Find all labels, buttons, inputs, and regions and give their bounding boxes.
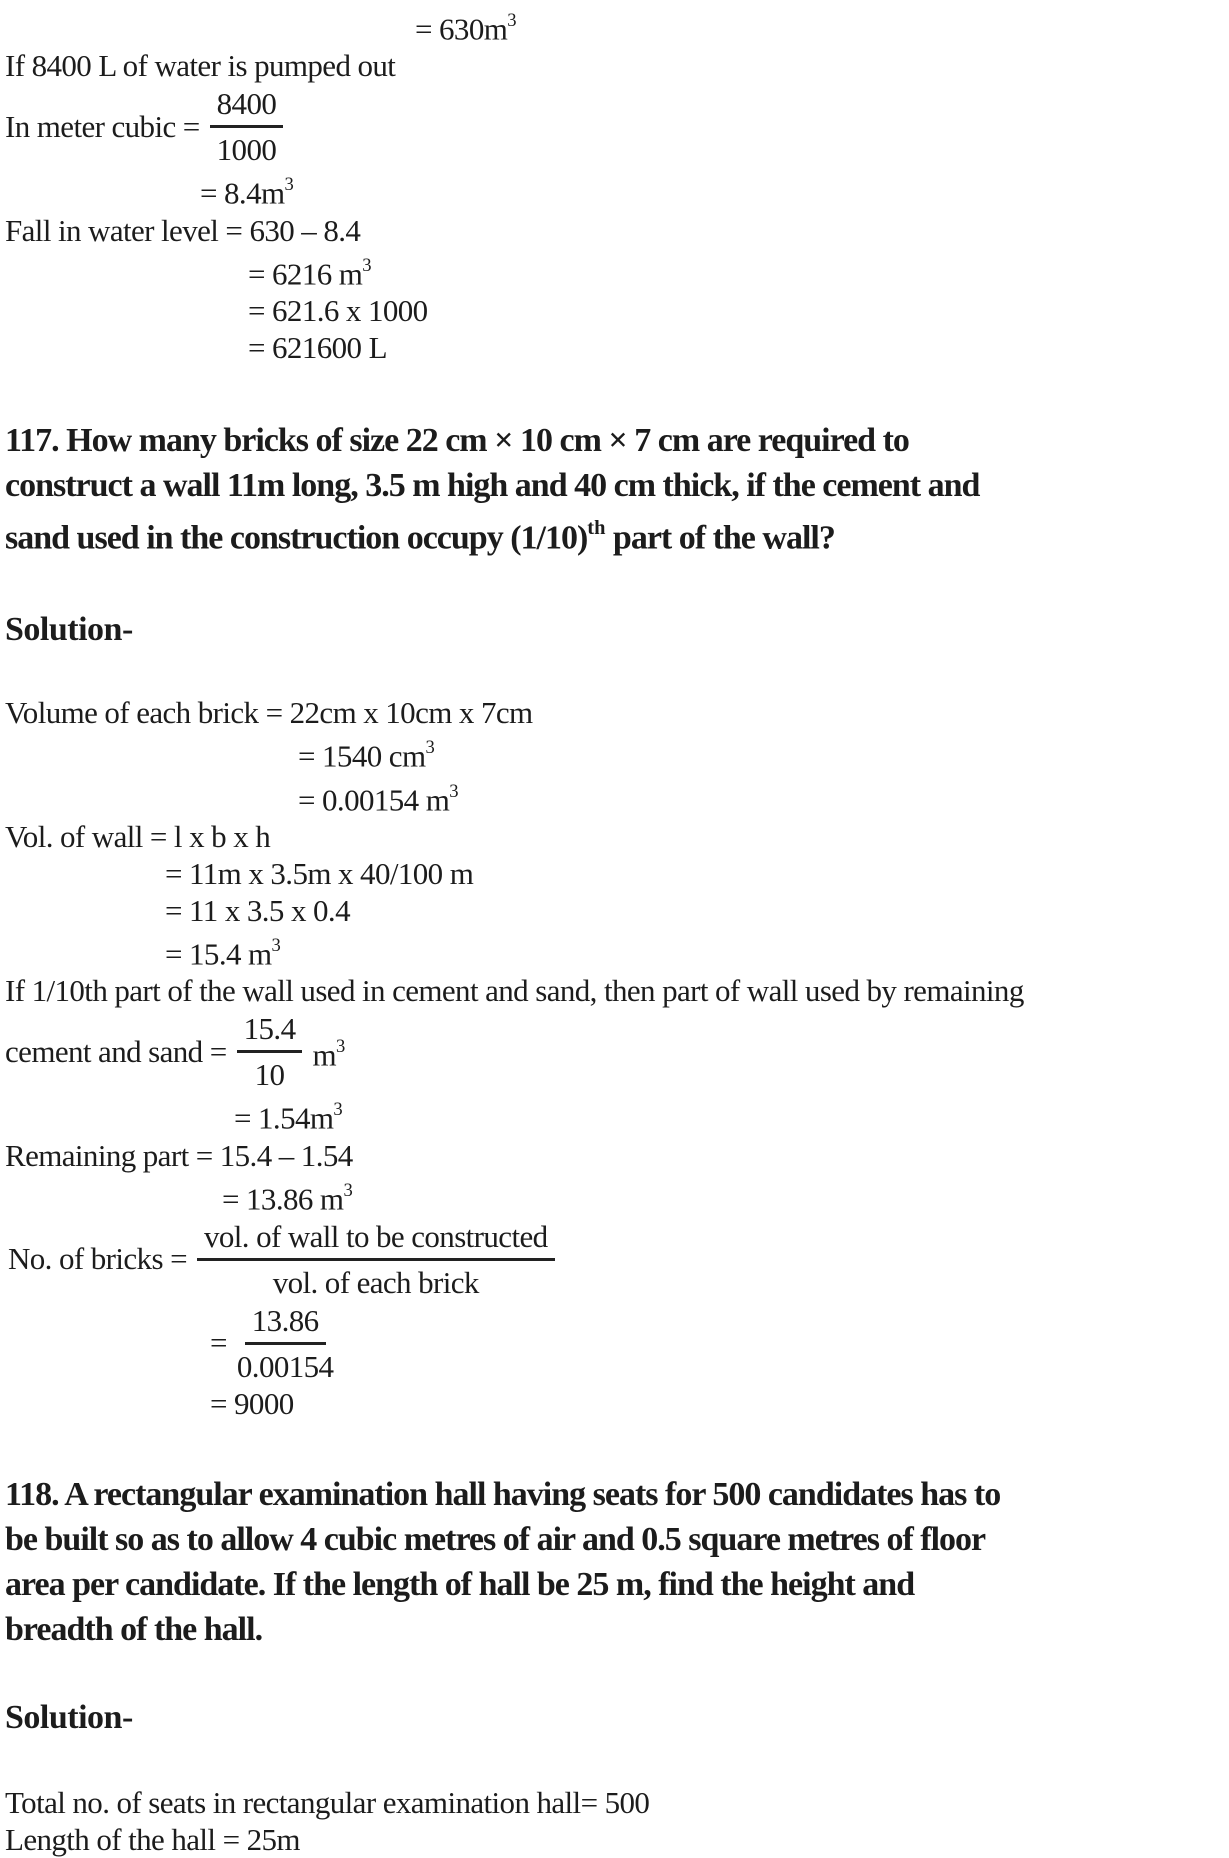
math-line-meter-cubic	[5, 84, 1225, 168]
fraction	[237, 1301, 334, 1385]
superscript-exponent: 3	[336, 1035, 346, 1057]
math-line-result-000154	[298, 775, 1225, 818]
superscript-exponent: 3	[507, 10, 517, 31]
math-text: =	[210, 1325, 227, 1361]
math-line-fall-level: Fall in water level = 630 – 8.4	[5, 212, 361, 248]
fraction-denominator: 10	[254, 1057, 285, 1093]
math-text: = 15.4 m	[165, 936, 272, 972]
solution-117-body	[5, 694, 1225, 1422]
superscript-exponent: 3	[333, 1099, 343, 1121]
math-text: = 13.86 m	[222, 1180, 344, 1216]
question-118-line-2: be built so as to allow 4 cubic metres of air and 0.5 square metres of floor	[5, 1520, 986, 1558]
question-117-line-3	[5, 508, 1225, 560]
fraction-denominator: vol. of each brick	[272, 1264, 479, 1300]
math-text: = 1.54m	[234, 1100, 334, 1136]
solution-118-body	[5, 1784, 1225, 1858]
fraction	[210, 84, 284, 168]
fraction-numerator: 15.4	[237, 1009, 303, 1053]
math-text: In meter cubic =	[5, 108, 200, 144]
math-line-brick-volume: Volume of each brick = 22cm x 10cm x 7cm	[5, 695, 533, 731]
fraction-denominator: 0.00154	[236, 1348, 334, 1384]
math-line-cement-sand	[5, 1009, 1225, 1093]
solution-117-heading: Solution-	[5, 611, 133, 649]
superscript-exponent: 3	[343, 1179, 353, 1201]
math-line-result-1540	[298, 731, 1225, 774]
math-line-hall-length: Length of the hall = 25m	[5, 1821, 300, 1857]
question-118	[5, 1472, 1225, 1652]
math-line-if-tenth: If 1/10th part of the wall used in cement and sand, then part of wall used by remaining	[5, 973, 1024, 1009]
question-117	[5, 418, 1225, 560]
math-text: = 0.00154 m	[298, 781, 450, 817]
question-text: part of the wall?	[605, 519, 835, 557]
superscript-exponent: 3	[425, 737, 435, 759]
question-117-line-1: 117. How many bricks of size 22 cm × 10 cm × 7 cm are required to	[5, 421, 909, 459]
fraction-numerator: 13.86	[245, 1301, 326, 1345]
question-117-line-2: construct a wall 11m long, 3.5 m high and 40 cm thick, if the cement and	[5, 466, 980, 504]
solution-118-heading: Solution-	[5, 1698, 133, 1736]
math-line-result-154m	[234, 1093, 1225, 1136]
fraction	[197, 1217, 555, 1301]
math-line-result-154	[165, 929, 1225, 972]
math-line-remaining: Remaining part = 15.4 – 1.54	[5, 1137, 353, 1173]
math-text: = 8.4m	[200, 175, 285, 211]
math-line-result-84	[200, 168, 1225, 211]
math-line-result-11: = 11 x 3.5 x 0.4	[165, 892, 350, 928]
fraction-numerator: 8400	[210, 84, 284, 128]
math-text: No. of bricks =	[8, 1241, 187, 1277]
fraction-denominator: 1000	[216, 132, 277, 168]
math-line-result-6216-mult: = 621.6 x 1000	[248, 292, 428, 328]
superscript-exponent: 3	[362, 254, 372, 276]
math-line-calc-fraction	[210, 1301, 1225, 1385]
math-text: = 1540 cm	[298, 738, 426, 774]
superscript-exponent: 3	[449, 780, 459, 802]
math-line-result-9000: = 9000	[210, 1385, 294, 1421]
math-line-result-621600: = 621600 L	[248, 329, 387, 365]
math-line-result-630	[415, 4, 1225, 47]
superscript-exponent: 3	[271, 934, 281, 956]
math-line-total-seats: Total no. of seats in rectangular examination hall= 500	[5, 1784, 650, 1820]
fraction-numerator: vol. of wall to be constructed	[197, 1217, 555, 1261]
math-text: = 6216 m	[248, 255, 363, 291]
math-line-result-11m: = 11m x 3.5m x 40/100 m	[165, 855, 474, 891]
superscript-th: th	[587, 516, 606, 539]
superscript-exponent: 3	[284, 174, 294, 196]
math-line-result-6216	[248, 249, 1225, 292]
question-118-line-3: area per candidate. If the length of hall be 25 m, find the height and	[5, 1565, 915, 1603]
math-line-result-1386	[222, 1174, 1225, 1217]
math-text: = 630m	[415, 11, 508, 47]
question-118-line-1: 118. A rectangular examination hall having seats for 500 candidates has to	[5, 1475, 1001, 1513]
fraction	[237, 1009, 303, 1093]
math-text: cement and sand =	[5, 1033, 227, 1069]
math-text: m	[312, 1036, 336, 1072]
question-text: sand used in the construction occupy (1/10)	[5, 519, 588, 557]
math-unit	[312, 1030, 345, 1073]
math-line-vol-wall: Vol. of wall = l x b x h	[5, 818, 271, 854]
math-line-no-of-bricks	[8, 1217, 1225, 1301]
question-118-line-4: breadth of the hall.	[5, 1610, 263, 1648]
math-line-pumped-out: If 8400 L of water is pumped out	[5, 48, 396, 84]
